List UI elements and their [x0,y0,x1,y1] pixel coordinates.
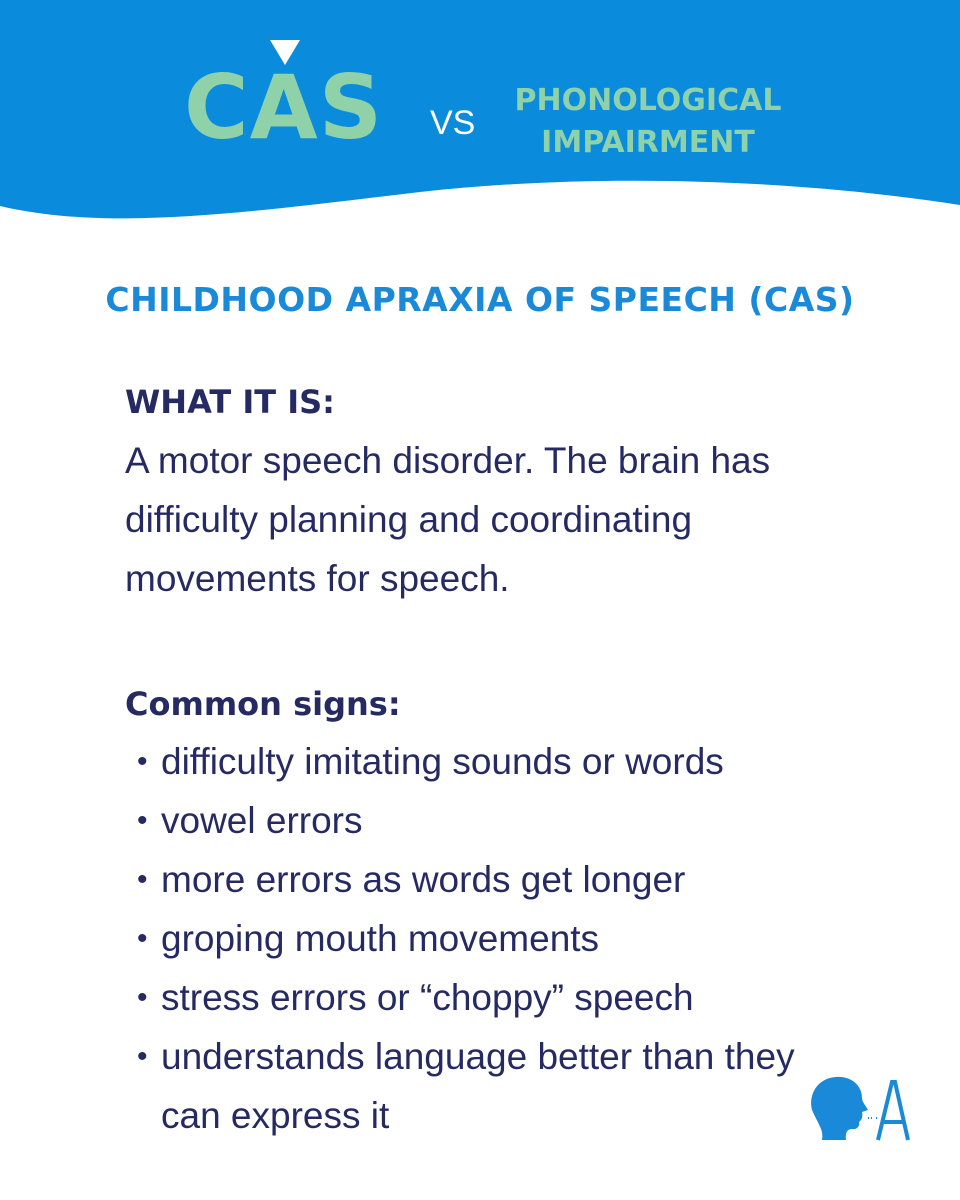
sign-text: vowel errors [161,800,363,841]
bullet-icon: • [137,863,148,896]
common-signs-heading: Common signs: [125,685,401,723]
bullet-icon: • [137,804,148,837]
sign-text: understands language better than they can express it [161,1036,795,1136]
list-item [125,732,801,791]
phonological-line-1: PHONOLOGICAL [514,83,782,118]
content-body [125,378,885,1145]
sign-text: difficulty imitating sounds or words [161,741,724,782]
bullet-icon: • [137,922,148,955]
phonological-line-2: IMPAIRMENT [541,125,755,160]
phonological-impairment-title [508,80,788,164]
head-profile-a-logo-icon [806,1074,910,1144]
list-item [125,850,801,909]
sign-text: more errors as words get longer [161,859,686,900]
list-item [125,968,801,1027]
common-signs-list [125,732,885,1145]
header-banner [0,0,960,240]
list-item [125,1027,801,1145]
what-it-is-heading: WHAT IT IS: [125,383,335,421]
list-item [125,909,801,968]
sign-text: stress errors or “choppy” speech [161,977,694,1018]
sign-text: groping mouth movements [161,918,600,959]
list-item [125,791,801,850]
section-title: CHILDHOOD APRAXIA OF SPEECH (CAS) [105,280,855,319]
what-it-is-description: A motor speech disorder. The brain has difficulty planning and coordinating movements for speech. [125,440,771,599]
bullet-icon: • [137,745,148,778]
bullet-icon: • [137,981,148,1014]
vs-label: VS [430,104,476,142]
bullet-icon: • [137,1040,148,1073]
cas-title: CAS [184,56,384,159]
